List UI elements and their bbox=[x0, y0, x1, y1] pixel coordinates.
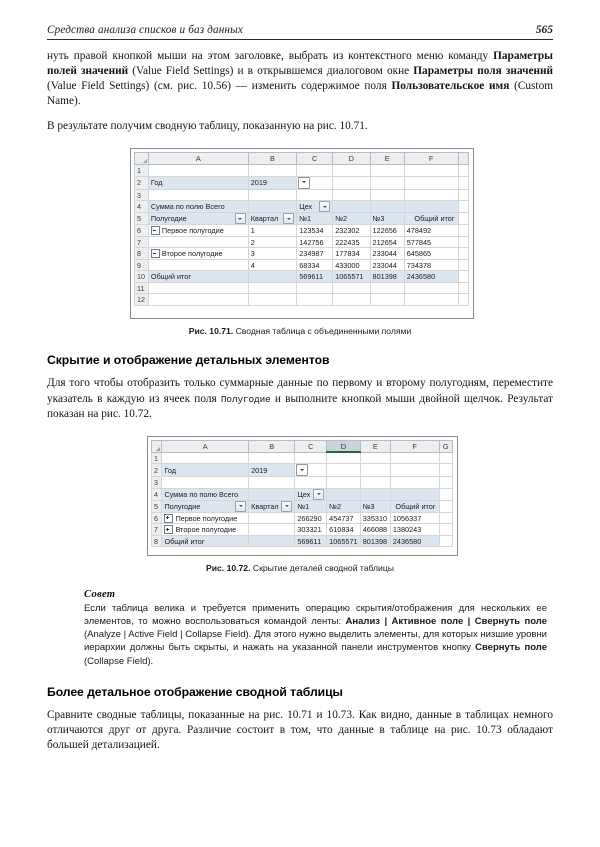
tip-bold-2: Свернуть поле bbox=[475, 642, 547, 654]
cell-g1[interactable] bbox=[458, 165, 469, 177]
table-row bbox=[135, 225, 469, 237]
grand-total-quarter[interactable] bbox=[249, 535, 295, 547]
quarter-filter-icon[interactable] bbox=[283, 213, 294, 224]
cell-e4[interactable] bbox=[370, 201, 404, 213]
grand-total-label[interactable]: Общий итог bbox=[148, 271, 248, 283]
cell-g6[interactable] bbox=[439, 512, 453, 524]
pivot-table-1[interactable] bbox=[134, 152, 469, 306]
cell-f4[interactable] bbox=[390, 488, 439, 500]
group-label-text: Второе полугодие bbox=[175, 525, 237, 534]
halfyear-wrap bbox=[164, 501, 246, 512]
group-label-cell[interactable] bbox=[148, 248, 248, 260]
expand-plus-icon[interactable] bbox=[164, 525, 173, 534]
value-n3[interactable]: 122656 bbox=[370, 225, 404, 237]
cell-g7[interactable] bbox=[439, 524, 453, 536]
halfyear-text: Полугодие bbox=[150, 214, 187, 224]
row-header-5[interactable]: 5 bbox=[135, 213, 149, 225]
row-header-3[interactable]: 3 bbox=[135, 189, 149, 201]
column-field-wrap bbox=[297, 489, 324, 500]
figure-10-71-caption-text: Сводная таблица с объединенными полями bbox=[233, 326, 412, 337]
column-header-e[interactable]: E bbox=[360, 440, 390, 452]
column-field-label[interactable] bbox=[297, 201, 333, 213]
cell-g8[interactable] bbox=[458, 248, 469, 260]
cell-e3[interactable] bbox=[370, 189, 404, 201]
cell-g9[interactable] bbox=[458, 259, 469, 271]
column-header-f[interactable]: F bbox=[404, 153, 458, 165]
cell-c11[interactable] bbox=[297, 282, 333, 294]
quarter-text: Квартал bbox=[251, 501, 279, 511]
grand-total-quarter[interactable] bbox=[248, 271, 297, 283]
cell-f11[interactable] bbox=[404, 282, 458, 294]
cell-b12[interactable] bbox=[248, 294, 297, 306]
cell-a11[interactable] bbox=[148, 282, 248, 294]
filter-dropdown-icon[interactable] bbox=[296, 464, 308, 476]
group-wrap bbox=[164, 524, 246, 535]
figure-10-72-caption-text: Скрытие деталей сводной таблицы bbox=[250, 562, 394, 573]
sheet-row-4 bbox=[135, 201, 469, 213]
cell-d3[interactable] bbox=[333, 189, 370, 201]
cell-g8[interactable] bbox=[439, 535, 453, 547]
column-header-d[interactable]: D bbox=[333, 153, 370, 165]
sheet-row-4 bbox=[152, 488, 453, 500]
col-header-n3[interactable]: №3 bbox=[360, 500, 390, 512]
cell-g4[interactable] bbox=[439, 488, 453, 500]
corner-triangle-icon bbox=[156, 447, 160, 451]
column-field-filter-icon[interactable] bbox=[319, 201, 330, 212]
cell-d11[interactable] bbox=[333, 282, 370, 294]
pivot-table-2[interactable] bbox=[151, 440, 453, 548]
expand-plus-icon[interactable] bbox=[164, 514, 173, 523]
value-n3[interactable]: 335310 bbox=[360, 512, 390, 524]
group-label-text: Первое полугодие bbox=[161, 226, 224, 236]
cell-g12[interactable] bbox=[458, 294, 469, 306]
cell-e3[interactable] bbox=[360, 477, 390, 489]
cell-b4[interactable] bbox=[248, 201, 297, 213]
sheet-row-3 bbox=[152, 477, 453, 489]
sheet-row-12 bbox=[135, 294, 469, 306]
halfyear-filter-icon[interactable] bbox=[235, 213, 246, 224]
row-header-6[interactable]: 6 bbox=[152, 512, 162, 524]
grand-total-n2[interactable]: 1065571 bbox=[333, 271, 370, 283]
value-n1[interactable]: 234987 bbox=[297, 248, 333, 260]
row-header-4[interactable]: 4 bbox=[135, 201, 149, 213]
report-filter-dropdown-cell[interactable] bbox=[297, 176, 333, 189]
row-field-halfyear[interactable] bbox=[162, 500, 249, 512]
group-wrap bbox=[151, 248, 246, 259]
sheet-row-2 bbox=[152, 464, 453, 477]
cell-e1[interactable] bbox=[370, 165, 404, 177]
column-header-g[interactable]: G bbox=[439, 440, 453, 452]
cell-a12[interactable] bbox=[148, 294, 248, 306]
quarter-value[interactable]: 3 bbox=[248, 248, 297, 260]
column-header-row bbox=[135, 153, 469, 165]
collapse-minus-icon[interactable] bbox=[151, 226, 160, 235]
cell-f2[interactable] bbox=[404, 176, 458, 189]
cell-g3[interactable] bbox=[458, 189, 469, 201]
col-header-n2[interactable]: №2 bbox=[333, 213, 370, 225]
cell-f1[interactable] bbox=[404, 165, 458, 177]
cell-f4[interactable] bbox=[404, 201, 458, 213]
sheet-row-5 bbox=[135, 213, 469, 225]
cell-e2[interactable] bbox=[360, 464, 390, 477]
figure-10-71 bbox=[47, 148, 553, 336]
cell-d4[interactable] bbox=[333, 201, 370, 213]
select-all-corner[interactable] bbox=[152, 440, 162, 452]
running-head bbox=[47, 24, 553, 40]
table-row bbox=[135, 259, 469, 271]
cell-a1[interactable] bbox=[162, 452, 249, 464]
column-field-filter-icon[interactable] bbox=[313, 489, 324, 500]
column-header-c[interactable]: C bbox=[297, 153, 333, 165]
figure-10-71-caption bbox=[47, 326, 553, 336]
cell-c12[interactable] bbox=[297, 294, 333, 306]
group-label-cell[interactable] bbox=[148, 225, 248, 237]
value-n2[interactable]: 610834 bbox=[327, 524, 361, 536]
value-n1[interactable]: 123534 bbox=[297, 225, 333, 237]
report-filter-dropdown-cell[interactable] bbox=[295, 464, 327, 477]
quarter-filter-icon[interactable] bbox=[281, 501, 292, 512]
sheet-row-1 bbox=[152, 452, 453, 464]
table-row bbox=[135, 236, 469, 248]
tip-body bbox=[84, 602, 547, 668]
row-field-quarter[interactable] bbox=[249, 500, 295, 512]
cell-g2[interactable] bbox=[439, 464, 453, 477]
cell-g10[interactable] bbox=[458, 271, 469, 283]
cell-d1[interactable] bbox=[327, 452, 361, 464]
cell-g5[interactable] bbox=[439, 500, 453, 512]
page-number: 565 bbox=[535, 24, 553, 36]
col-header-n1[interactable]: №1 bbox=[297, 213, 333, 225]
group-label-text: Второе полугодие bbox=[161, 249, 223, 259]
cell-g7[interactable] bbox=[458, 236, 469, 248]
column-header-e[interactable]: E bbox=[370, 153, 404, 165]
halfyear-wrap bbox=[151, 213, 246, 224]
sheet-row-1 bbox=[135, 165, 469, 177]
col-header-n3[interactable]: №3 bbox=[370, 213, 404, 225]
cell-b1[interactable] bbox=[249, 452, 295, 464]
report-filter-value[interactable]: 2019 bbox=[249, 464, 295, 477]
cell-c1[interactable] bbox=[297, 165, 333, 177]
grand-total-n1[interactable]: 569611 bbox=[297, 271, 333, 283]
cell-c3[interactable] bbox=[295, 477, 327, 489]
figure-10-72-caption-number: Рис. 10.72. bbox=[206, 562, 251, 573]
filter-dropdown-icon[interactable] bbox=[298, 177, 310, 189]
col-header-n2[interactable]: №2 bbox=[327, 500, 361, 512]
row-header-10[interactable]: 10 bbox=[135, 271, 149, 283]
row-header-3[interactable]: 3 bbox=[152, 477, 162, 489]
collapse-minus-icon[interactable] bbox=[151, 249, 160, 258]
table-row bbox=[152, 512, 453, 524]
cell-g5[interactable] bbox=[458, 213, 469, 225]
grand-total-all[interactable]: 2436580 bbox=[390, 535, 439, 547]
paragraph-4: Сравните сводные таблицы, показанные на рис. 10.71 и 10.73. Как видно, данные в таблицах немного отличаются друг от друга. Различие состоит в том, что данные в таблице на рис. 10.73 обладают большей детализацией. bbox=[47, 708, 553, 751]
row-field-halfyear[interactable] bbox=[148, 213, 248, 225]
value-n2[interactable]: 232302 bbox=[333, 225, 370, 237]
cell-b4[interactable] bbox=[249, 488, 295, 500]
column-header-row bbox=[152, 440, 453, 452]
cell-e12[interactable] bbox=[370, 294, 404, 306]
paragraph-2: В результате получим сводную таблицу, показанную на рис. 10.71. bbox=[47, 120, 368, 133]
value-n2[interactable]: 177834 bbox=[333, 248, 370, 260]
quarter-value[interactable]: 1 bbox=[248, 225, 297, 237]
row-header-8[interactable]: 8 bbox=[135, 248, 149, 260]
figure-10-72-caption bbox=[47, 563, 553, 573]
grand-total-label[interactable]: Общий итог bbox=[162, 535, 249, 547]
quarter-value[interactable]: 2 bbox=[248, 236, 297, 248]
value-row-total[interactable]: 645865 bbox=[404, 248, 458, 260]
sheet-row-5 bbox=[152, 500, 453, 512]
cell-f3[interactable] bbox=[390, 477, 439, 489]
column-field-label[interactable] bbox=[295, 488, 327, 500]
col-header-grand-total[interactable]: Общий итог bbox=[390, 500, 439, 512]
quarter-text: Квартал bbox=[250, 214, 279, 224]
group-label-cell[interactable] bbox=[162, 512, 249, 524]
value-n3[interactable]: 233044 bbox=[370, 248, 404, 260]
column-header-c[interactable]: C bbox=[295, 440, 327, 452]
cell-b1[interactable] bbox=[248, 165, 297, 177]
row-header-1[interactable]: 1 bbox=[135, 165, 149, 177]
grand-total-row bbox=[135, 271, 469, 283]
row-header-1[interactable]: 1 bbox=[152, 452, 162, 464]
tip-title: Совет bbox=[84, 588, 116, 600]
quarter-wrap bbox=[251, 213, 295, 224]
row-header-7[interactable]: 7 bbox=[135, 236, 149, 248]
p3-seg-b: и выполните кнопкой мыши двойной щелчок. Результат показан на рис. 10.72. bbox=[47, 392, 553, 420]
section-heading-hide-show: Скрытие и отображение детальных элементов bbox=[47, 353, 330, 368]
group-wrap bbox=[164, 513, 246, 524]
cell-e11[interactable] bbox=[370, 282, 404, 294]
cell-d1[interactable] bbox=[333, 165, 370, 177]
corner-triangle-icon bbox=[143, 159, 147, 163]
cell-a3[interactable] bbox=[162, 477, 249, 489]
row-header-2[interactable]: 2 bbox=[152, 464, 162, 477]
tip-seg-d: (Collapse Field). bbox=[84, 655, 154, 667]
p1-seg-a: нуть правой кнопкой мыши на этом заголовке, выбрать из контекстного меню команду bbox=[47, 50, 494, 62]
row-header-8[interactable]: 8 bbox=[152, 535, 162, 547]
figure-10-72 bbox=[47, 436, 553, 573]
grand-total-all[interactable]: 2436580 bbox=[404, 271, 458, 283]
column-header-b[interactable]: B bbox=[249, 440, 295, 452]
column-header-b[interactable]: B bbox=[248, 153, 297, 165]
grand-total-n2[interactable]: 1065571 bbox=[327, 535, 361, 547]
grand-total-n3[interactable]: 801398 bbox=[360, 535, 390, 547]
p1-bold-2: Параметры поля значений bbox=[413, 65, 553, 78]
row-header-12[interactable]: 12 bbox=[135, 294, 149, 306]
section-heading-detailed-view: Более детальное отображение сводной таблицы bbox=[47, 684, 343, 699]
group-wrap bbox=[151, 225, 246, 236]
value-n1[interactable]: 266290 bbox=[295, 512, 327, 524]
column-header-d[interactable]: D bbox=[327, 440, 361, 452]
cell-f1[interactable] bbox=[390, 452, 439, 464]
page-content bbox=[47, 24, 553, 753]
quarter-value[interactable] bbox=[249, 512, 295, 524]
cell-g4[interactable] bbox=[458, 201, 469, 213]
row-header-6[interactable]: 6 bbox=[135, 225, 149, 237]
value-n3[interactable]: 466088 bbox=[360, 524, 390, 536]
tip-bold-1: Анализ | Активное поле | Свернуть поле bbox=[345, 615, 547, 627]
value-field-caption[interactable]: Сумма по полю Всего bbox=[148, 201, 248, 213]
sheet-row-3 bbox=[135, 189, 469, 201]
value-field-caption[interactable]: Сумма по полю Всего bbox=[162, 488, 249, 500]
cell-g1[interactable] bbox=[439, 452, 453, 464]
row-header-11[interactable]: 11 bbox=[135, 282, 149, 294]
cell-b11[interactable] bbox=[248, 282, 297, 294]
p3-seg-a: Для того чтобы отобразить только суммарные данные по первому и второму полугодиям, переместите указатель в каждую из ячеек поля bbox=[47, 377, 553, 405]
column-header-g[interactable] bbox=[458, 153, 469, 165]
value-row-total[interactable]: 577845 bbox=[404, 236, 458, 248]
running-head-title: Средства анализа списков и баз данных bbox=[47, 24, 243, 36]
cell-g11[interactable] bbox=[458, 282, 469, 294]
p1-seg-d: (Value Field Settings) (см. рис. 10.56) — изменить содержимое поля bbox=[47, 80, 392, 93]
cell-f3[interactable] bbox=[404, 189, 458, 201]
p1-seg-c: (Value Field Settings) и в открывшемся диалоговом окне bbox=[128, 65, 414, 78]
paragraph-3 bbox=[47, 376, 553, 421]
cell-d4[interactable] bbox=[327, 488, 361, 500]
cell-e2[interactable] bbox=[370, 176, 404, 189]
figure-10-71-frame bbox=[130, 148, 474, 319]
cell-g2[interactable] bbox=[458, 176, 469, 189]
column-header-a[interactable]: A bbox=[148, 153, 248, 165]
value-n3[interactable]: 233044 bbox=[370, 259, 404, 271]
report-filter-label[interactable]: Год bbox=[148, 176, 248, 189]
cell-d12[interactable] bbox=[333, 294, 370, 306]
figure-10-72-frame bbox=[147, 436, 458, 556]
cell-e1[interactable] bbox=[360, 452, 390, 464]
group-label-text: Первое полугодие bbox=[175, 513, 238, 523]
quarter-wrap bbox=[251, 501, 292, 512]
row-header-4[interactable]: 4 bbox=[152, 488, 162, 500]
quarter-value[interactable] bbox=[249, 524, 295, 536]
grand-total-n1[interactable]: 569611 bbox=[295, 535, 327, 547]
cell-a1[interactable] bbox=[148, 165, 248, 177]
value-n1[interactable]: 142756 bbox=[297, 236, 333, 248]
col-header-grand-total[interactable]: Общий итог bbox=[404, 213, 458, 225]
select-all-corner[interactable] bbox=[135, 153, 149, 165]
cell-d2[interactable] bbox=[333, 176, 370, 189]
value-n1[interactable]: 68334 bbox=[297, 259, 333, 271]
cell-f12[interactable] bbox=[404, 294, 458, 306]
value-row-total[interactable]: 734378 bbox=[404, 259, 458, 271]
row-header-2[interactable]: 2 bbox=[135, 176, 149, 189]
p1-bold-1: Параметры полей значений bbox=[47, 50, 553, 78]
cell-b3[interactable] bbox=[248, 189, 297, 201]
value-n2[interactable]: 222435 bbox=[333, 236, 370, 248]
row-field-quarter[interactable] bbox=[248, 213, 297, 225]
cell-d3[interactable] bbox=[327, 477, 361, 489]
column-field-wrap bbox=[299, 201, 330, 212]
tip-block bbox=[84, 589, 547, 668]
value-n2[interactable]: 454737 bbox=[327, 512, 361, 524]
quarter-value[interactable]: 4 bbox=[248, 259, 297, 271]
cell-g6[interactable] bbox=[458, 225, 469, 237]
group-label-cell[interactable] bbox=[148, 236, 248, 248]
row-header-5[interactable]: 5 bbox=[152, 500, 162, 512]
cell-f2[interactable] bbox=[390, 464, 439, 477]
value-row-total[interactable]: 1380243 bbox=[390, 524, 439, 536]
sheet-row-2 bbox=[135, 176, 469, 189]
row-header-9[interactable]: 9 bbox=[135, 259, 149, 271]
cell-g3[interactable] bbox=[439, 477, 453, 489]
cell-e4[interactable] bbox=[360, 488, 390, 500]
cell-a3[interactable] bbox=[148, 189, 248, 201]
halfyear-filter-icon[interactable] bbox=[235, 501, 246, 512]
sheet-row-11 bbox=[135, 282, 469, 294]
paragraph-1 bbox=[47, 49, 553, 109]
tip-seg-c: (Analyze | Active Field | Collapse Field). Для этого нужно выделить элементы, для которых низшие уровни иерархии должны быть скрыты, и нажать на указанной панели инструментов кнопку bbox=[84, 629, 547, 654]
report-filter-label[interactable]: Год bbox=[162, 464, 249, 477]
column-header-a[interactable]: A bbox=[162, 440, 249, 452]
p1-seg-e: (Custom Name). bbox=[47, 80, 553, 108]
value-row-total[interactable]: 1056337 bbox=[390, 512, 439, 524]
p3-code-field-name: Полугодие bbox=[220, 393, 271, 405]
row-header-7[interactable]: 7 bbox=[152, 524, 162, 536]
value-n3[interactable]: 212654 bbox=[370, 236, 404, 248]
value-n1[interactable]: 303321 bbox=[295, 524, 327, 536]
grand-total-n3[interactable]: 801398 bbox=[370, 271, 404, 283]
tip-seg-a: Если таблица велика и требуется применить операцию скрытия/отображения для нескольких ее элементов, то можно воспользоваться командой ленты: bbox=[84, 602, 547, 627]
cell-d2[interactable] bbox=[327, 464, 361, 477]
table-row bbox=[135, 248, 469, 260]
column-header-f[interactable]: F bbox=[390, 440, 439, 452]
column-field-text: Цех bbox=[299, 202, 313, 212]
cell-c3[interactable] bbox=[297, 189, 333, 201]
group-label-cell[interactable] bbox=[148, 259, 248, 271]
table-row bbox=[152, 524, 453, 536]
value-n2[interactable]: 433000 bbox=[333, 259, 370, 271]
figure-10-71-caption-number: Рис. 10.71. bbox=[188, 326, 234, 337]
group-label-cell[interactable] bbox=[162, 524, 249, 536]
value-row-total[interactable]: 478492 bbox=[404, 225, 458, 237]
col-header-n1[interactable]: №1 bbox=[295, 500, 327, 512]
grand-total-row bbox=[152, 535, 453, 547]
cell-b3[interactable] bbox=[249, 477, 295, 489]
report-filter-value[interactable]: 2019 bbox=[248, 176, 297, 189]
cell-c1[interactable] bbox=[295, 452, 327, 464]
p1-bold-3: Пользовательское имя bbox=[391, 80, 510, 93]
column-field-text: Цех bbox=[297, 489, 311, 499]
halfyear-text: Полугодие bbox=[164, 501, 201, 511]
